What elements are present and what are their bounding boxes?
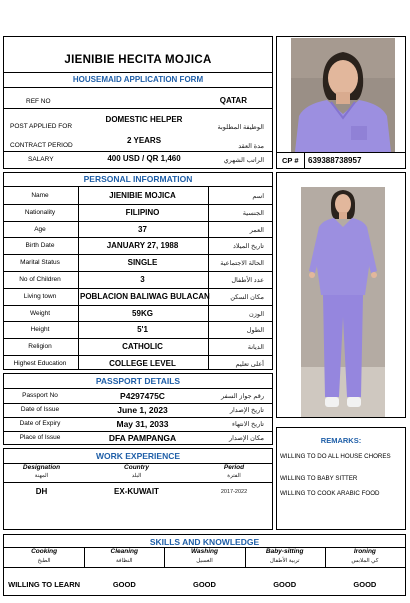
personal-row-ar: اسم bbox=[252, 193, 264, 200]
post-applied-label: POST APPLIED FOR bbox=[10, 123, 73, 130]
personal-row-value: 37 bbox=[138, 224, 147, 234]
country-header: Country bbox=[124, 464, 149, 471]
country-header-ar: البلد bbox=[131, 473, 142, 479]
skill-value: GOOD bbox=[273, 580, 297, 589]
skill-name: Washing bbox=[191, 548, 218, 555]
personal-info-title: PERSONAL INFORMATION bbox=[83, 174, 193, 184]
personal-row-label: Height bbox=[30, 326, 50, 334]
remarks-box bbox=[276, 427, 406, 530]
passport-row-value: May 31, 2033 bbox=[116, 419, 169, 429]
work-experience-title: WORK EXPERIENCE bbox=[95, 451, 181, 461]
personal-row-label: Nationality bbox=[24, 208, 56, 216]
skill-value: GOOD bbox=[353, 580, 377, 589]
personal-row-ar: تاريخ الميلاد bbox=[232, 243, 264, 251]
work-country: EX-KUWAIT bbox=[114, 487, 159, 496]
passport-row-ar: تاريخ الإصدار bbox=[229, 407, 264, 414]
skill-name-ar: كي الملابس bbox=[351, 558, 379, 564]
personal-row-label: Living town bbox=[23, 292, 57, 300]
personal-row-value: POBLACION BALIWAG BULACAN bbox=[80, 291, 210, 301]
skill-name: Cleaning bbox=[110, 548, 138, 555]
remark-item: WILLING TO BABY SITTER bbox=[280, 475, 358, 482]
passport-row-value: June 1, 2023 bbox=[117, 405, 168, 415]
personal-row-label: Weight bbox=[29, 309, 51, 317]
personal-row-ar: العمر bbox=[249, 226, 264, 234]
work-period: 2017-2022 bbox=[220, 489, 248, 495]
personal-row-value: 59KG bbox=[132, 308, 153, 318]
remarks-title: REMARKS: bbox=[320, 436, 362, 445]
skill-value: WILLING TO LEARN bbox=[8, 580, 81, 589]
personal-row-value: JANUARY 27, 1988 bbox=[106, 241, 179, 251]
personal-info-box bbox=[3, 172, 273, 370]
passport-row-ar: مكان الإصدار bbox=[228, 435, 264, 442]
designation-header: Designation bbox=[22, 464, 61, 471]
passport-row-ar: رقم جواز السفر bbox=[221, 393, 264, 400]
skill-name: Ironing bbox=[353, 548, 376, 555]
personal-row-label: Birth Date bbox=[25, 242, 55, 250]
personal-row-value: FILIPINO bbox=[125, 207, 160, 217]
personal-row-label: Age bbox=[34, 225, 46, 233]
personal-row-value: JIENIBIE MOJICA bbox=[109, 191, 176, 200]
personal-row-label: Religion bbox=[28, 343, 52, 351]
passport-row-ar: تاريخ الانتهاء bbox=[231, 421, 264, 428]
personal-row-ar: الجنسية bbox=[242, 209, 264, 217]
skill-name: Baby-sitting bbox=[265, 548, 304, 555]
skill-name-ar: النظافة bbox=[115, 558, 133, 564]
personal-row-label: Highest Education bbox=[13, 360, 67, 367]
photo-box-headshot bbox=[276, 36, 406, 169]
period-header: Period bbox=[223, 464, 245, 471]
work-designation: DH bbox=[35, 487, 48, 496]
skill-value: GOOD bbox=[112, 580, 136, 589]
personal-row-ar: الطول bbox=[246, 327, 264, 335]
passport-box bbox=[3, 373, 273, 445]
personal-row-label: Marital Status bbox=[20, 259, 60, 267]
skill-name: Cooking bbox=[31, 548, 58, 555]
cp-label: CP # bbox=[282, 156, 299, 165]
contract-period-ar: مدة العقد bbox=[238, 143, 264, 150]
ref-no-label: REF NO bbox=[26, 98, 51, 105]
passport-title: PASSPORT DETAILS bbox=[95, 376, 181, 386]
applicant-fullbody-photo bbox=[301, 187, 385, 417]
photo-box-fullbody bbox=[276, 172, 406, 418]
personal-row-ar: الديانة bbox=[247, 344, 264, 352]
passport-row-value: P4297475C bbox=[120, 391, 165, 401]
remark-item: WILLING TO DO ALL HOUSE CHORES bbox=[280, 453, 391, 460]
personal-row-value: 5'1 bbox=[137, 325, 148, 335]
personal-row-ar: مكان السكن bbox=[230, 293, 264, 301]
passport-row-label: Place of Issue bbox=[19, 434, 61, 441]
destination-value: QATAR bbox=[219, 96, 247, 105]
passport-row-label: Passport No bbox=[22, 392, 58, 399]
personal-row-ar: الوزن bbox=[248, 310, 264, 318]
skill-name-ar: الطبخ bbox=[37, 558, 51, 564]
work-experience-box bbox=[3, 448, 273, 530]
form-title: HOUSEMAID APPLICATION FORM bbox=[72, 75, 204, 84]
designation-header-ar: المهنة bbox=[34, 473, 49, 479]
salary-value: 400 USD / QR 1,460 bbox=[107, 154, 181, 163]
skills-box bbox=[3, 534, 406, 596]
cp-number: 639388738957 bbox=[308, 156, 362, 165]
personal-row-value: COLLEGE LEVEL bbox=[109, 359, 176, 368]
contract-period-value: 2 YEARS bbox=[126, 136, 162, 145]
applicant-name: JIENIBIE HECITA MOJICA bbox=[64, 54, 212, 66]
passport-row-label: Date of Issue bbox=[20, 406, 60, 413]
skill-value: GOOD bbox=[193, 580, 216, 589]
passport-row-value: DFA PAMPANGA bbox=[108, 433, 177, 443]
skills-title: SKILLS AND KNOWLEDGE bbox=[149, 537, 260, 547]
skill-name-ar: الغسيل bbox=[196, 558, 213, 564]
remark-item: WILLING TO COOK ARABIC FOOD bbox=[280, 490, 380, 497]
personal-row-label: Name bbox=[31, 192, 49, 199]
personal-row-value: SINGLE bbox=[127, 258, 158, 268]
salary-label: SALARY bbox=[28, 156, 54, 163]
skill-name-ar: تربية الأطفال bbox=[269, 558, 300, 564]
personal-row-value: CATHOLIC bbox=[122, 342, 163, 352]
post-applied-value: DOMESTIC HELPER bbox=[105, 115, 183, 124]
salary-ar: الراتب الشهري bbox=[223, 157, 264, 164]
personal-row-ar: أعلى تعليم bbox=[235, 361, 264, 368]
personal-row-label: No of Children bbox=[19, 276, 61, 283]
personal-row-ar: الحالة الاجتماعية bbox=[220, 260, 264, 268]
period-header-ar: الفترة bbox=[227, 473, 241, 479]
passport-row-label: Date of Expiry bbox=[19, 420, 61, 427]
header-box bbox=[3, 36, 273, 169]
post-applied-ar: الوظيفة المطلوبة bbox=[217, 124, 264, 131]
applicant-headshot-photo bbox=[291, 38, 395, 152]
contract-period-label: CONTRACT PERIOD bbox=[10, 142, 73, 149]
personal-row-value: 3 bbox=[140, 275, 145, 284]
personal-row-ar: عدد الأطفال bbox=[231, 277, 264, 284]
